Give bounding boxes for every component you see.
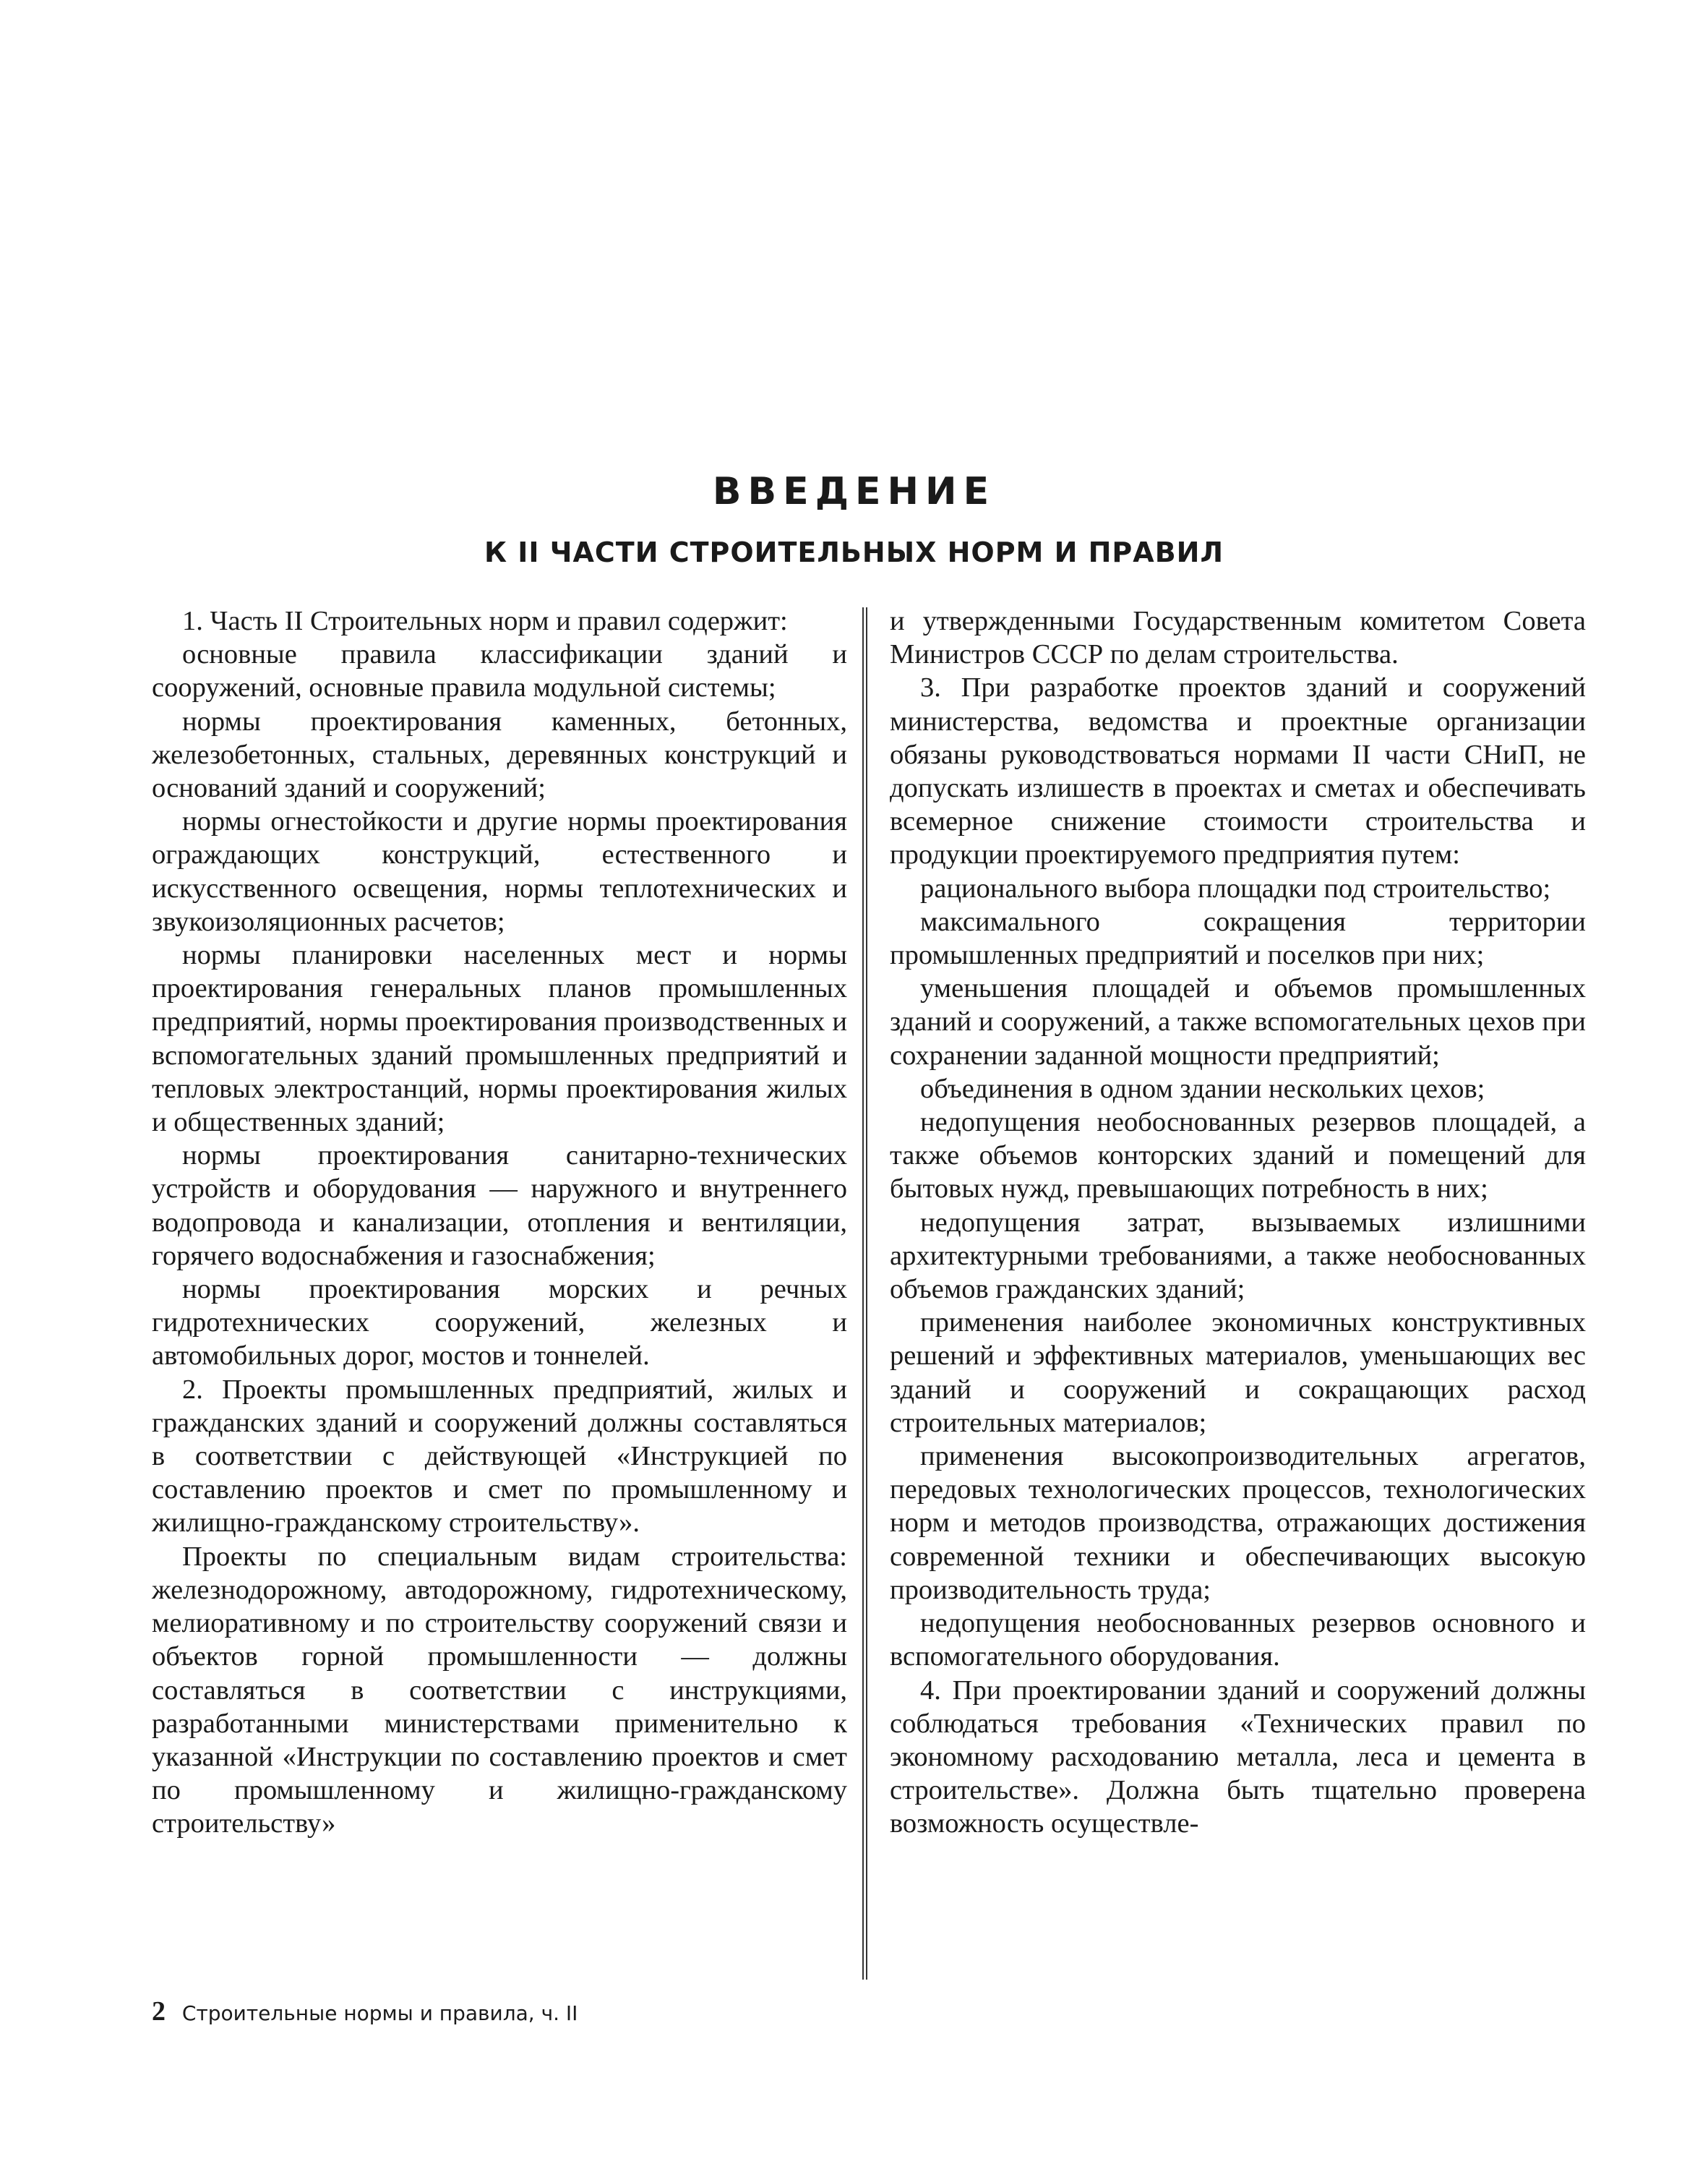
paragraph-sanitary-norms: нормы проектирования санитарно-технических устройств и оборудования — наружного и внутреннего водопровода и канализации, отопления и вентиляции, горячего водоснабжения и газоснабжения; bbox=[152, 1140, 847, 1271]
list-item-reserves: недопущения необоснованных резервов площадей, а также объемов конторских зданий и помещений для бытовых нужд, превышающих потребность в них; bbox=[890, 1107, 1586, 1205]
left-column bbox=[152, 604, 847, 1841]
paragraph-continuation: и утвержденными Государственным комитетом Совета Министров СССР по делам строительства. bbox=[890, 606, 1586, 670]
list-item-areas: уменьшения площадей и объемов промышленных зданий и сооружений, а также вспомогательных цехов при сохранении заданной мощности предприятий; bbox=[890, 973, 1586, 1071]
list-item-architecture: недопущения затрат, вызываемых излишними архитектурными требованиями, а также необоснованных объемов гражданских зданий; bbox=[890, 1207, 1586, 1305]
page-footer bbox=[152, 1996, 578, 2027]
paragraph-1-intro: 1. Часть II Строительных норм и правил содержит: bbox=[182, 606, 788, 636]
paragraph-classification: основные правила классификации зданий и сооружений, основные правила модульной системы; bbox=[152, 639, 847, 703]
list-item-structures: применения наиболее экономичных конструктивных решений и эффективных материалов, уменьшающих вес зданий и сооружений и сокращающих расход строительных материалов; bbox=[890, 1307, 1586, 1438]
list-item-equipment: применения высокопроизводительных агрегатов, передовых технологических процессов, технологических норм и методов производства, отражающих достижения современной техники и обеспечивающих высокую производительность труда; bbox=[890, 1441, 1586, 1605]
paragraph-hydro-norms: нормы проектирования морских и речных гидротехнических сооружений, железных и автомобильных дорог, мостов и тоннелей. bbox=[152, 1274, 847, 1372]
list-item-territory: максимального сокращения территории промышленных предприятий и поселков при них; bbox=[890, 906, 1586, 971]
paragraph-special-projects: Проекты по специальным видам строительства: железнодорожному, автодорожному, гидротехническому, мелиоративному и по строительству сооружений связи и объектов горной промышленности — должны составляться в соответствии с инструкциями, разработанными министерствами применительно к указанной «Инструкции по составлению проектов и смет по промышленному и жилищно-гражданскому строительству» bbox=[152, 1541, 847, 1839]
right-column bbox=[890, 604, 1586, 1841]
column-divider bbox=[862, 607, 867, 1980]
paragraph-2-projects: 2. Проекты промышленных предприятий, жилых и гражданских зданий и сооружений должны составляться в соответствии с действующей «Инструкцией по составлению проектов и смет по промышленному и жилищно-гражданскому строительству». bbox=[152, 1374, 847, 1539]
paragraph-4-technical-rules: 4. При проектировании зданий и сооружений должны соблюдаться требования «Технических правил по экономному расходованию металла, леса и цемента в строительстве». Должна быть тщательно проверена возможность осуществле- bbox=[890, 1675, 1586, 1839]
list-item-equipment-reserves: недопущения необоснованных резервов основного и вспомогательного оборудования. bbox=[890, 1608, 1586, 1672]
paragraph-3-design: 3. При разработке проектов зданий и сооружений министерства, ведомства и проектные организации обязаны руководствоваться нормами II части СНиП, не допускать излишеств в проектах и сметах и обеспечивать всемерное снижение стоимости строительства и продукции проектируемого предприятия путем: bbox=[890, 672, 1586, 871]
list-item-combining: объединения в одном здании нескольких цехов; bbox=[920, 1073, 1485, 1104]
running-title: Строительные нормы и правила, ч. II bbox=[181, 2001, 578, 2025]
paragraph-structural-norms: нормы проектирования каменных, бетонных, железобетонных, стальных, деревянных конструкций и оснований зданий и сооружений; bbox=[152, 706, 847, 804]
page-subtitle: К II ЧАСТИ СТРОИТЕЛЬНЫХ НОРМ И ПРАВИЛ bbox=[484, 536, 1224, 568]
page-title: ВВЕДЕНИЕ bbox=[712, 470, 996, 513]
paragraph-planning-norms: нормы планировки населенных мест и нормы проектирования генеральных планов промышленных предприятий, нормы проектирования производственных и вспомогательных зданий промышленных предприятий и тепловых электростанций, нормы проектирования жилых и общественных зданий; bbox=[152, 940, 847, 1138]
page-number: 2 bbox=[152, 1996, 166, 2027]
paragraph-fire-norms: нормы огнестойкости и другие нормы проектирования ограждающих конструкций, естественного и искусственного освещения, нормы теплотехнических и звукоизоляционных расчетов; bbox=[152, 806, 847, 937]
list-item-site-choice: рационального выбора площадки под строительство; bbox=[920, 873, 1551, 904]
